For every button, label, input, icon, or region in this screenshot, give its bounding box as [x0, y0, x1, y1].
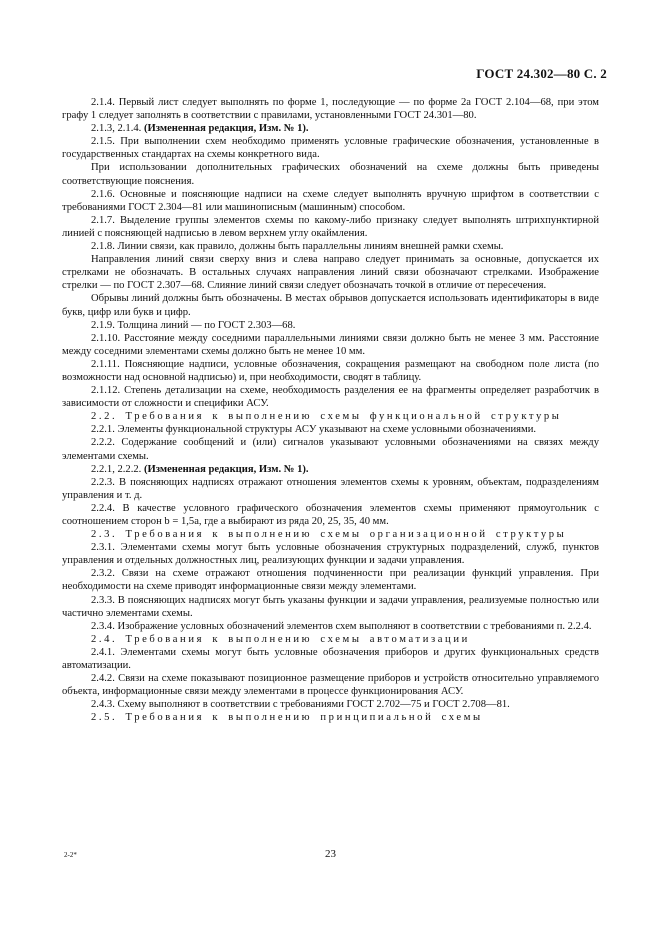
page-header: ГОСТ 24.302—80 С. 2 [476, 66, 607, 81]
paragraph: 2.1.6. Основные и поясняющие надписи на схеме следует выполнять вручную шрифтом в соответствии с требованиями ГОСТ 2.304—81 или машинописным (машинным) способом. [62, 188, 599, 213]
paragraph: При использовании дополнительных графических обозначений на схеме должны быть приведены соответствующие пояснения. [62, 162, 599, 187]
section-heading: 2.2. Требования к выполнению схемы функциональной структуры [91, 411, 562, 423]
paragraph: 2.3.2. Связи на схеме отражают отношения подчиненности при реализации функций управления. При необходимости на схеме приводят информационные связи между элементами. [62, 568, 599, 593]
section-heading: 2.3. Требования к выполнению схемы организационной структуры [91, 529, 567, 541]
paragraph: 2.4.3. Схему выполняют в соответствии с требованиями ГОСТ 2.702—75 и ГОСТ 2.708—81. [91, 699, 510, 711]
footer-mark: 2-2* [64, 851, 77, 859]
paragraph: 2.3.1. Элементами схемы могут быть условные обозначения структурных подразделений, служб, пунктов управления и отдельных должностных лиц, реализующих функции и задачи управления. [62, 542, 599, 567]
clause-ref: 2.1.3, 2.1.4. [91, 123, 142, 135]
paragraph: 2.2.4. В качестве условного графического обозначения элементов схемы применяют прямоугольник с соотношением сторон b = 1,5a, где a выбирают из ряда 20, 25, 35, 40 мм. [62, 502, 599, 527]
paragraph: 2.1.5. При выполнении схем необходимо применять условные графические обозначения, установленные в государственных стандартах на схемы конкретного вида. [62, 136, 599, 161]
page-number: 23 [325, 848, 336, 860]
section-heading: 2.5. Требования к выполнению принципиальной схемы [91, 712, 483, 724]
document-body [62, 96, 599, 725]
section-heading: 2.4. Требования к выполнению схемы автоматизации [91, 633, 470, 645]
edition-note: (Измененная редакция, Изм. № 1). [143, 123, 309, 135]
paragraph: 2.2.3. В поясняющих надписях отражают отношения элементов схемы к уровням, объектам, подразделениям управления и т. д. [62, 476, 599, 501]
paragraph: 2.3.4. Изображение условных обозначений элементов схем выполняют в соответствии с требованиями п. 2.2.4. [91, 620, 592, 632]
paragraph: 2.1.12. Степень детализации на схеме, необходимость разделения ее на фрагменты определяет разработчик в зависимости от сложности и специфики АСУ. [62, 385, 599, 410]
paragraph: 2.2.2. Содержание сообщений и (или) сигналов указывают условными обозначениями на связях между элементами схемы. [62, 437, 599, 462]
edition-note: (Измененная редакция, Изм. № 1). [143, 463, 309, 475]
paragraph: 2.1.10. Расстояние между соседними параллельными линиями связи должно быть не менее 3 мм. Расстояние между соседними элементами схемы должно быть не менее 10 мм. [62, 332, 599, 357]
paragraph: 2.1.9. Толщина линий — по ГОСТ 2.303—68. [91, 319, 296, 331]
paragraph: 2.3.3. В поясняющих надписях могут быть указаны функции и задачи управления, реализуемые полностью или частично элементами схемы. [62, 594, 599, 619]
clause-ref: 2.2.1, 2.2.2. [91, 463, 142, 475]
paragraph: 2.2.1. Элементы функциональной структуры АСУ указывают на схеме условными обозначениями. [91, 424, 537, 436]
paragraph [62, 122, 599, 135]
paragraph: 2.1.11. Поясняющие надписи, условные обозначения, сокращения размещают на свободном поле листа (по возможности над основной надписью) и, при необходимости, сводят в таблицу. [62, 358, 599, 383]
paragraph: 2.1.7. Выделение группы элементов схемы по какому-либо признаку следует выполнять штрихпунктирной линией с поясняющей надписью в левом верхнем углу окаймления. [62, 214, 599, 239]
paragraph: 2.4.2. Связи на схеме показывают позиционное размещение приборов и устройств относительно управляемого объекта, информационные связи между элементами в процессе функционирования АСУ. [62, 673, 599, 698]
paragraph: 2.1.4. Первый лист следует выполнять по форме 1, последующие — по форме 2а ГОСТ 2.104—68, при этом графу 1 следует заполнять в соответствии с правилами, установленными ГОСТ 24.301—80. [62, 97, 599, 122]
paragraph: 2.4.1. Элементами схемы могут быть условные обозначения приборов и других функциональных средств автоматизации. [62, 646, 599, 672]
paragraph: Направления линий связи сверху вниз и слева направо следует принимать за основные, допускается их стрелками не обозначать. В остальных случаях направления линий связи обозначают стрелками. Изображение стрелки — по ГОСТ 2.307—68. Слияние линий связи следует обозначать точкой в отличие от пересечения. [62, 254, 599, 292]
paragraph: Обрывы линий должны быть обозначены. В местах обрывов допускается использовать идентификаторы в виде букв, цифр или букв и цифр. [62, 293, 599, 318]
paragraph [62, 463, 599, 476]
paragraph: 2.1.8. Линии связи, как правило, должны быть параллельны линиям внешней рамки схемы. [91, 241, 504, 253]
